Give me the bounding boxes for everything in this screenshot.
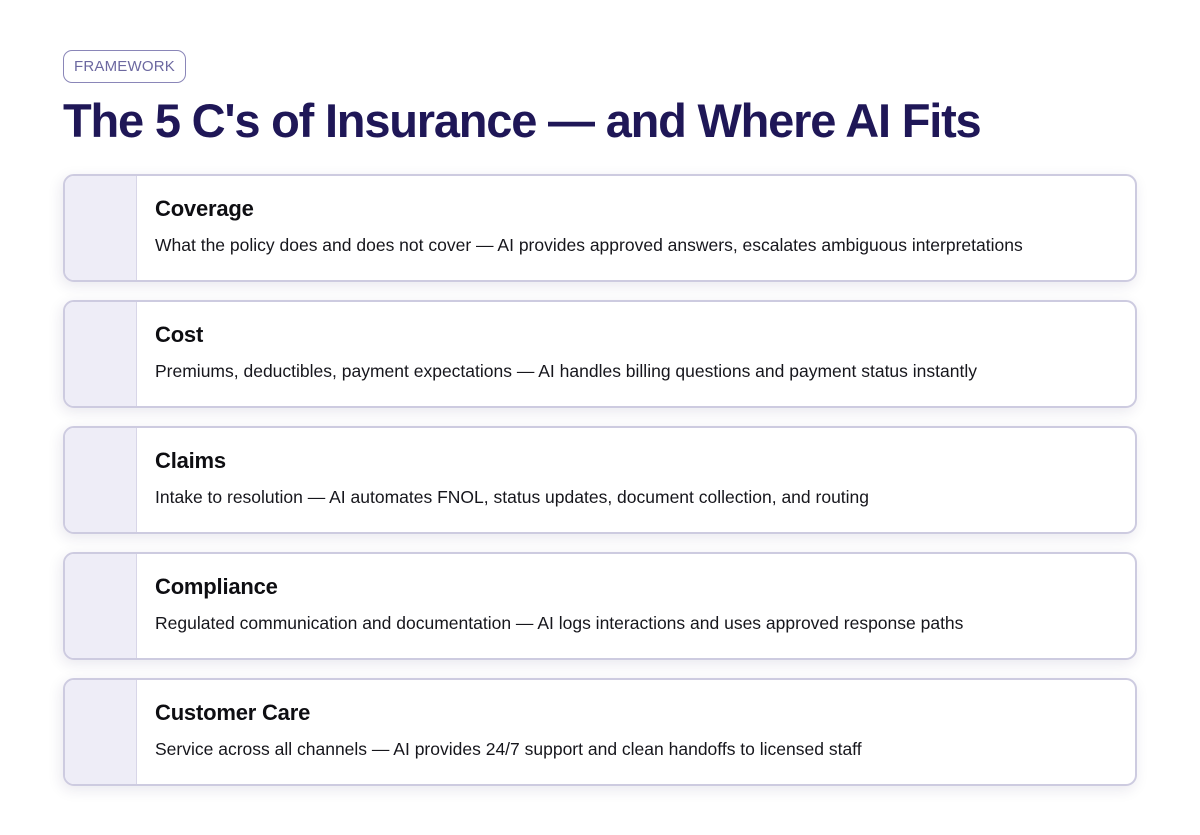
card-title: Compliance	[155, 574, 278, 599]
framework-badge: FRAMEWORK	[63, 50, 186, 83]
card-title: Coverage	[155, 196, 254, 221]
card-title: Cost	[155, 322, 204, 347]
card-body	[155, 447, 1115, 509]
card-customer-care	[63, 678, 1137, 786]
card-compliance	[63, 552, 1137, 660]
card-rail	[65, 302, 137, 406]
card-body	[155, 699, 1115, 761]
card-body	[155, 321, 1115, 383]
card-description: Service across all channels — AI provides 24/7 support and clean handoffs to licensed staff	[155, 739, 862, 759]
card-description: What the policy does and does not cover — AI provides approved answers, escalates ambiguous interpretations	[155, 235, 1023, 255]
card-description: Intake to resolution — AI automates FNOL, status updates, document collection, and routing	[155, 487, 870, 507]
card-rail	[65, 176, 137, 280]
card-cost	[63, 300, 1137, 408]
card-description: Premiums, deductibles, payment expectations — AI handles billing questions and payment status instantly	[155, 361, 977, 381]
card-claims	[63, 426, 1137, 534]
card-title: Customer Care	[155, 700, 311, 725]
card-title: Claims	[155, 448, 226, 473]
c-list	[63, 174, 1137, 804]
page-title: The 5 C's of Insurance — and Where AI Fits	[63, 94, 981, 147]
card-body	[155, 195, 1115, 257]
card-description: Regulated communication and documentation — AI logs interactions and uses approved response paths	[155, 613, 964, 633]
card-coverage	[63, 174, 1137, 282]
card-rail	[65, 680, 137, 784]
framework-slide	[63, 50, 1137, 759]
card-rail	[65, 554, 137, 658]
card-rail	[65, 428, 137, 532]
card-body	[155, 573, 1115, 635]
